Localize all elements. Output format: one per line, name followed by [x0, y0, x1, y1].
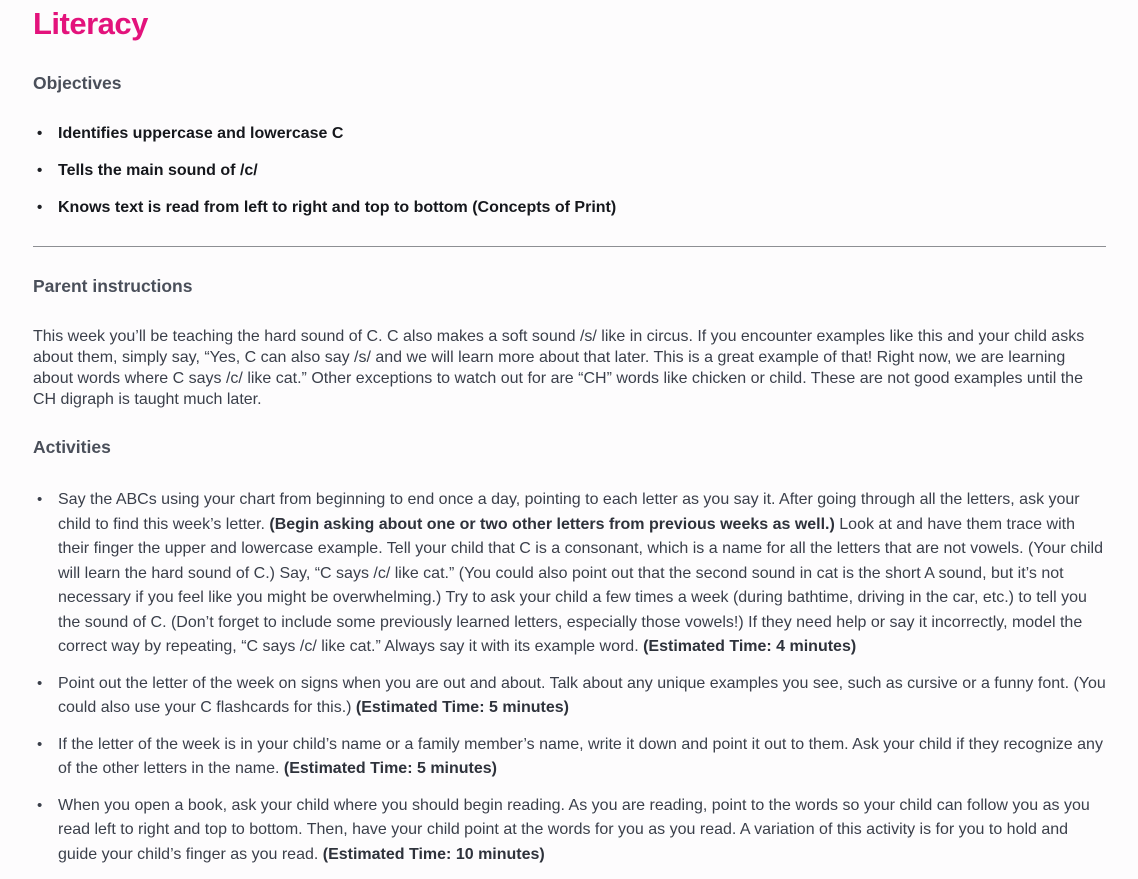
bullet-icon: • [37, 674, 43, 692]
activities-list [33, 488, 1108, 879]
activities-heading: Activities [33, 437, 111, 457]
bullet-icon: • [37, 125, 43, 142]
list-item [33, 488, 1108, 660]
activity-text: When you open a book, ask your child where you should begin reading. As you are reading, point to the words so your child can follow you as you read left to right and top to bottom. Then, have your child point at the words for you as you read. A variation of this activity is for you to hold and guide your child’s finger as you read. [58, 796, 1090, 863]
activity-note: (Begin asking about one or two other letters from previous weeks as well.) [269, 515, 835, 533]
bullet-icon: • [37, 491, 43, 508]
objective-text: Knows text is read from left to right and top to bottom (Concepts of Print) [58, 199, 617, 216]
bullet-icon: • [37, 162, 43, 179]
bullet-icon: • [37, 796, 43, 814]
section-divider [33, 246, 1106, 247]
parent-instructions-heading: Parent instructions [33, 276, 193, 296]
bullet-icon: • [37, 735, 43, 753]
estimated-time: (Estimated Time: 10 minutes) [322, 845, 545, 863]
list-item [33, 672, 1108, 721]
list-item [33, 197, 616, 234]
list-item [33, 794, 1108, 868]
objectives-heading: Objectives [33, 73, 122, 93]
parent-instructions-text: This week you’ll be teaching the hard sound of C. C also makes a soft sound /s/ like in circus. If you encounter examples like this and your child asks about them, simply say, “Yes, C can also say /s/ and we will learn more about that later. This is a great example of that! Right now, we are learning about words where C says /c/ like cat.” Other exceptions to watch out for are “CH” words like chicken or child. These are not good examples until the CH digraph is taught much later. [33, 328, 1085, 408]
estimated-time: (Estimated Time: 5 minutes) [283, 760, 497, 777]
activity-text: If the letter of the week is in your child’s name or a family member’s name, write it down and point it out to them. Ask your child if they recognize any of the other letters in the name. [58, 735, 1103, 777]
list-item [33, 160, 616, 197]
list-item [33, 733, 1108, 782]
activity-text: Point out the letter of the week on signs when you are out and about. Talk about any unique examples you see, such as cursive or a funny font. (You could also use your C flashcards for this.) [58, 674, 1106, 716]
activity-text: Say the ABCs using your chart from beginning to end once a day, pointing to each letter as you say it. After going through all the letters, ask your child to find this week’s letter. [58, 491, 1080, 533]
activity-text: Look at and have them trace with their finger the upper and lowercase example. Tell your child that C is a consonant, which is a name for all the letters that are not vowels. (Your child will learn the hard sound of C.) Say, “C says /c/ like cat.” (You could also point out that the second sound in cat is the short A sound, but it’s not necessary if you feel like you might be overwhelming.) Try to ask your child a few times a week (during bathtime, driving in the car, etc.) to tell you the sound of C. (Don’t forget to include some previously learned letters, especially those vowels!) If they need help or say it incorrectly, model the correct way by repeating, “C says /c/ like cat.” Always say it with its example word. [58, 515, 1103, 655]
estimated-time: (Estimated Time: 5 minutes) [355, 699, 569, 716]
estimated-time: (Estimated Time: 4 minutes) [643, 638, 857, 655]
list-item [33, 123, 616, 160]
bullet-icon: • [37, 199, 43, 216]
page-title: Literacy [33, 6, 148, 41]
objective-text: Tells the main sound of /c/ [58, 162, 258, 179]
objective-text: Identifies uppercase and lowercase C [58, 125, 344, 142]
objectives-list [33, 123, 616, 234]
